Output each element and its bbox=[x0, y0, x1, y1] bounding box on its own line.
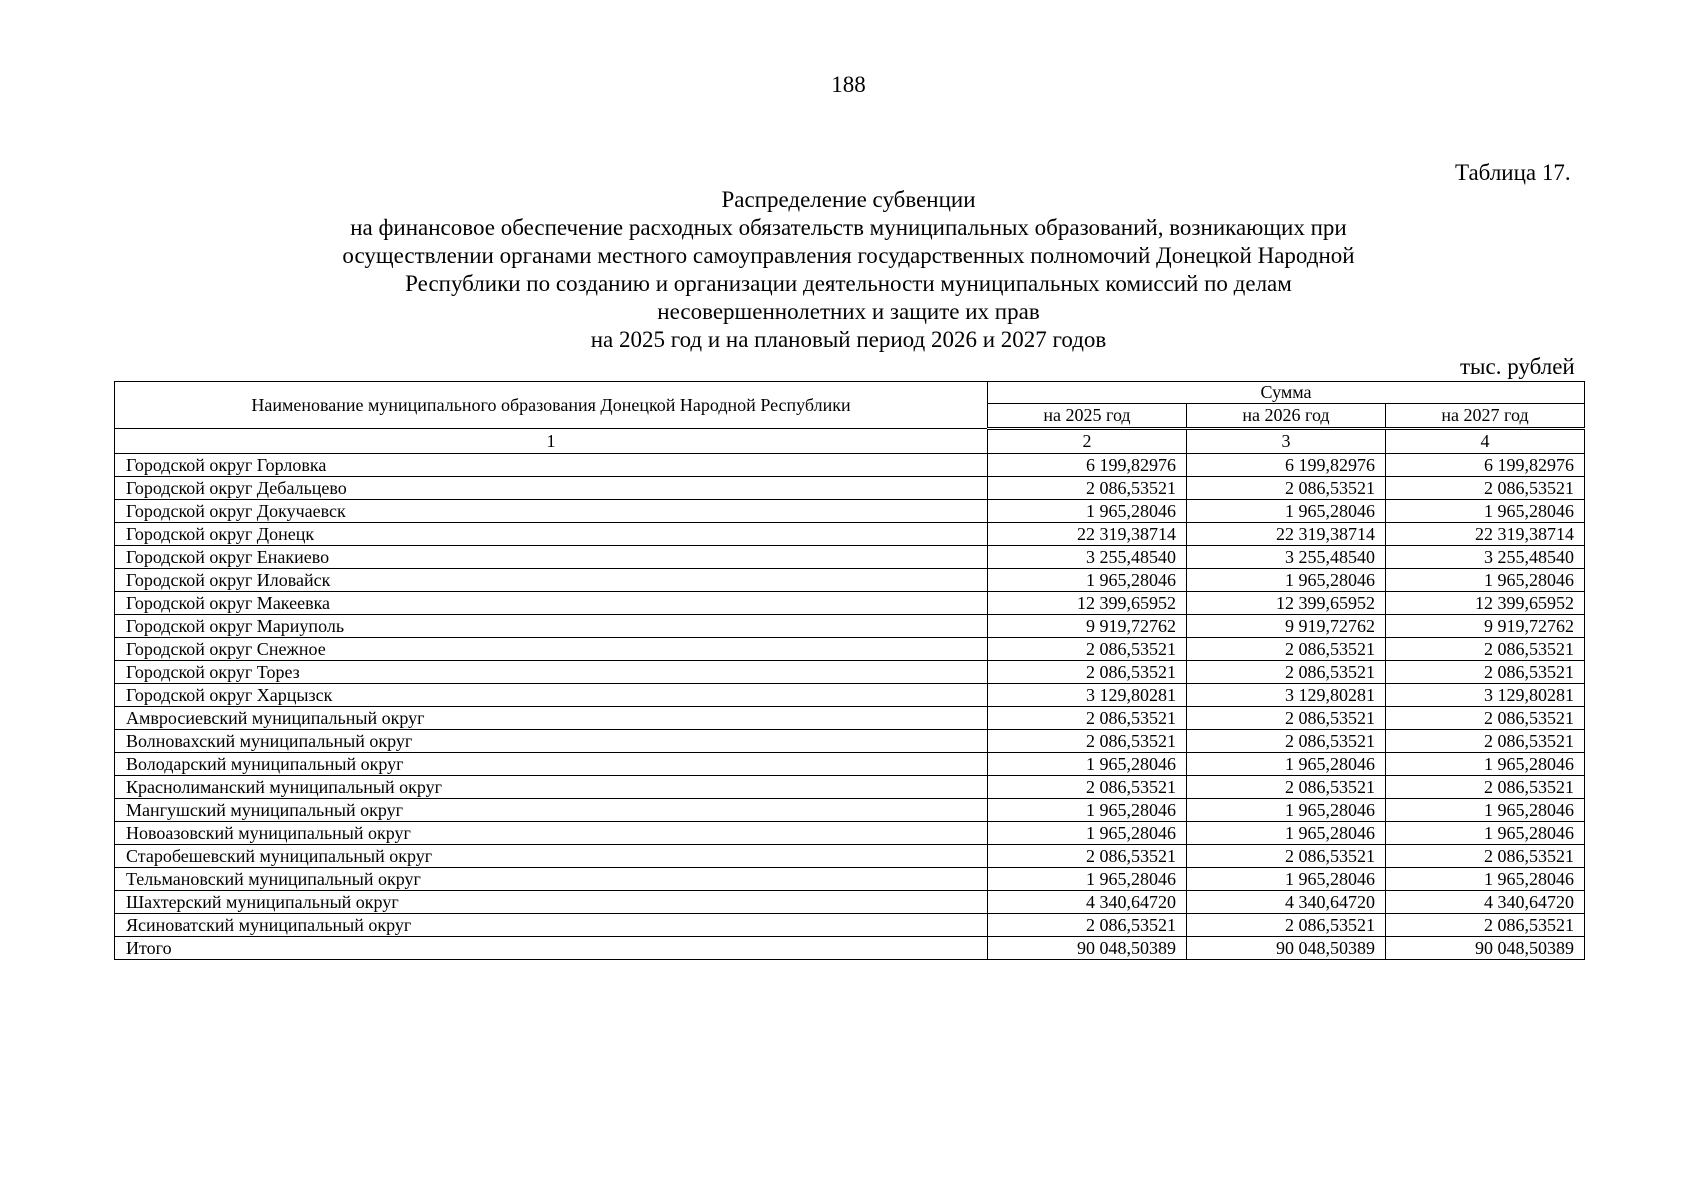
table-row bbox=[115, 684, 1585, 707]
amount-2026: 1 965,28046 bbox=[1187, 822, 1386, 845]
municipality-name: Старобешевский муниципальный округ bbox=[115, 845, 988, 868]
municipality-name: Шахтерский муниципальный округ bbox=[115, 891, 988, 914]
amount-2025: 2 086,53521 bbox=[988, 477, 1187, 500]
table-body bbox=[115, 429, 1585, 960]
amount-2025: 3 255,48540 bbox=[988, 546, 1187, 569]
header-year-2025: на 2025 год bbox=[988, 404, 1187, 429]
title-line: Распределение субвенции bbox=[721, 187, 976, 212]
amount-2027: 2 086,53521 bbox=[1386, 661, 1585, 684]
amount-2026: 3 255,48540 bbox=[1187, 546, 1386, 569]
amount-2026: 3 129,80281 bbox=[1187, 684, 1386, 707]
table-row bbox=[115, 500, 1585, 523]
amount-2026: 1 965,28046 bbox=[1187, 569, 1386, 592]
title-line: осуществлении органами местного самоуправления государственных полномочий Донецкой Народной bbox=[342, 243, 1355, 268]
table-row bbox=[115, 891, 1585, 914]
amount-2027: 1 965,28046 bbox=[1386, 753, 1585, 776]
table-row bbox=[115, 454, 1585, 477]
amount-2026: 4 340,64720 bbox=[1187, 891, 1386, 914]
amount-2025: 90 048,50389 bbox=[988, 937, 1187, 960]
amount-2027: 3 255,48540 bbox=[1386, 546, 1585, 569]
amount-2027: 2 086,53521 bbox=[1386, 477, 1585, 500]
title-line: Республики по созданию и организации деятельности муниципальных комиссий по делам bbox=[405, 271, 1292, 296]
amount-2027: 6 199,82976 bbox=[1386, 454, 1585, 477]
amount-2025: 2 086,53521 bbox=[988, 638, 1187, 661]
amount-2026: 2 086,53521 bbox=[1187, 776, 1386, 799]
column-number: 1 bbox=[115, 429, 988, 454]
amount-2025: 3 129,80281 bbox=[988, 684, 1187, 707]
amount-2025: 9 919,72762 bbox=[988, 615, 1187, 638]
header-year-2026: на 2026 год bbox=[1187, 404, 1386, 429]
amount-2026: 1 965,28046 bbox=[1187, 500, 1386, 523]
table-row bbox=[115, 822, 1585, 845]
amount-2027: 2 086,53521 bbox=[1386, 707, 1585, 730]
header-year-2027: на 2027 год bbox=[1386, 404, 1585, 429]
amount-2025: 1 965,28046 bbox=[988, 799, 1187, 822]
amount-2025: 2 086,53521 bbox=[988, 845, 1187, 868]
municipality-name: Городской округ Горловка bbox=[115, 454, 988, 477]
amount-2026: 22 319,38714 bbox=[1187, 523, 1386, 546]
table-row bbox=[115, 638, 1585, 661]
title-line: несовершеннолетних и защите их прав bbox=[657, 299, 1040, 324]
amount-2025: 1 965,28046 bbox=[988, 822, 1187, 845]
table-row bbox=[115, 753, 1585, 776]
municipality-name: Городской округ Снежное bbox=[115, 638, 988, 661]
municipality-name: Мангушский муниципальный округ bbox=[115, 799, 988, 822]
amount-2027: 9 919,72762 bbox=[1386, 615, 1585, 638]
amount-2025: 1 965,28046 bbox=[988, 500, 1187, 523]
amount-2025: 6 199,82976 bbox=[988, 454, 1187, 477]
subvention-table bbox=[114, 381, 1585, 960]
amount-2025: 22 319,38714 bbox=[988, 523, 1187, 546]
amount-2026: 90 048,50389 bbox=[1187, 937, 1386, 960]
municipality-name: Городской округ Иловайск bbox=[115, 569, 988, 592]
table-row bbox=[115, 914, 1585, 937]
table-row bbox=[115, 661, 1585, 684]
page-number: 188 bbox=[831, 72, 866, 97]
municipality-name: Амвросиевский муниципальный округ bbox=[115, 707, 988, 730]
municipality-name: Городской округ Енакиево bbox=[115, 546, 988, 569]
municipality-name: Городской округ Дебальцево bbox=[115, 477, 988, 500]
table-row bbox=[115, 707, 1585, 730]
amount-2026: 2 086,53521 bbox=[1187, 638, 1386, 661]
column-number: 2 bbox=[988, 429, 1187, 454]
amount-2026: 2 086,53521 bbox=[1187, 914, 1386, 937]
municipality-name: Володарский муниципальный округ bbox=[115, 753, 988, 776]
municipality-name: Тельмановский муниципальный округ bbox=[115, 868, 988, 891]
units-label: тыс. рублей bbox=[1460, 354, 1575, 379]
table-row bbox=[115, 592, 1585, 615]
amount-2025: 4 340,64720 bbox=[988, 891, 1187, 914]
amount-2026: 1 965,28046 bbox=[1187, 799, 1386, 822]
title-line: на 2025 год и на плановый период 2026 и 2027 годов bbox=[590, 327, 1107, 352]
amount-2026: 2 086,53521 bbox=[1187, 477, 1386, 500]
amount-2027: 3 129,80281 bbox=[1386, 684, 1585, 707]
amount-2026: 1 965,28046 bbox=[1187, 753, 1386, 776]
municipality-name: Городской округ Донецк bbox=[115, 523, 988, 546]
amount-2025: 1 965,28046 bbox=[988, 569, 1187, 592]
amount-2026: 12 399,65952 bbox=[1187, 592, 1386, 615]
amount-2026: 9 919,72762 bbox=[1187, 615, 1386, 638]
amount-2027: 1 965,28046 bbox=[1386, 799, 1585, 822]
amount-2025: 2 086,53521 bbox=[988, 707, 1187, 730]
amount-2027: 1 965,28046 bbox=[1386, 569, 1585, 592]
column-numbers-row bbox=[115, 429, 1585, 454]
municipality-name: Краснолиманский муниципальный округ bbox=[115, 776, 988, 799]
table-row bbox=[115, 569, 1585, 592]
table-caption: Таблица 17. bbox=[1455, 160, 1571, 185]
amount-2025: 12 399,65952 bbox=[988, 592, 1187, 615]
municipality-name: Итого bbox=[115, 937, 988, 960]
amount-2026: 1 965,28046 bbox=[1187, 868, 1386, 891]
table-row bbox=[115, 799, 1585, 822]
table-row bbox=[115, 615, 1585, 638]
amount-2027: 2 086,53521 bbox=[1386, 638, 1585, 661]
column-number: 3 bbox=[1187, 429, 1386, 454]
amount-2025: 2 086,53521 bbox=[988, 730, 1187, 753]
municipality-name: Городской округ Мариуполь bbox=[115, 615, 988, 638]
table-row bbox=[115, 868, 1585, 891]
amount-2025: 2 086,53521 bbox=[988, 776, 1187, 799]
municipality-name: Волновахский муниципальный округ bbox=[115, 730, 988, 753]
amount-2027: 12 399,65952 bbox=[1386, 592, 1585, 615]
amount-2026: 2 086,53521 bbox=[1187, 661, 1386, 684]
municipality-name: Ясиноватский муниципальный округ bbox=[115, 914, 988, 937]
document-title bbox=[0, 186, 1697, 354]
municipality-name: Городской округ Торез bbox=[115, 661, 988, 684]
amount-2027: 1 965,28046 bbox=[1386, 500, 1585, 523]
municipality-name: Городской округ Докучаевск bbox=[115, 500, 988, 523]
table-row bbox=[115, 546, 1585, 569]
table-row bbox=[115, 730, 1585, 753]
amount-2026: 2 086,53521 bbox=[1187, 845, 1386, 868]
amount-2027: 2 086,53521 bbox=[1386, 730, 1585, 753]
amount-2025: 2 086,53521 bbox=[988, 914, 1187, 937]
column-number: 4 bbox=[1386, 429, 1585, 454]
municipality-name: Городской округ Харцызск bbox=[115, 684, 988, 707]
title-line: на финансовое обеспечение расходных обязательств муниципальных образований, возникающих при bbox=[350, 215, 1347, 240]
table-row bbox=[115, 937, 1585, 960]
amount-2027: 90 048,50389 bbox=[1386, 937, 1585, 960]
amount-2026: 2 086,53521 bbox=[1187, 730, 1386, 753]
amount-2027: 4 340,64720 bbox=[1386, 891, 1585, 914]
table-row bbox=[115, 523, 1585, 546]
amount-2026: 6 199,82976 bbox=[1187, 454, 1386, 477]
amount-2027: 1 965,28046 bbox=[1386, 822, 1585, 845]
amount-2027: 2 086,53521 bbox=[1386, 845, 1585, 868]
table-row bbox=[115, 845, 1585, 868]
amount-2027: 1 965,28046 bbox=[1386, 868, 1585, 891]
amount-2025: 2 086,53521 bbox=[988, 661, 1187, 684]
amount-2026: 2 086,53521 bbox=[1187, 707, 1386, 730]
amount-2027: 2 086,53521 bbox=[1386, 914, 1585, 937]
amount-2025: 1 965,28046 bbox=[988, 868, 1187, 891]
amount-2027: 2 086,53521 bbox=[1386, 776, 1585, 799]
table-row bbox=[115, 477, 1585, 500]
header-name: Наименование муниципального образования Донецкой Народной Республики bbox=[115, 382, 988, 429]
header-sum: Сумма bbox=[988, 382, 1585, 404]
amount-2027: 22 319,38714 bbox=[1386, 523, 1585, 546]
municipality-name: Городской округ Макеевка bbox=[115, 592, 988, 615]
municipality-name: Новоазовский муниципальный округ bbox=[115, 822, 988, 845]
table-row bbox=[115, 776, 1585, 799]
amount-2025: 1 965,28046 bbox=[988, 753, 1187, 776]
